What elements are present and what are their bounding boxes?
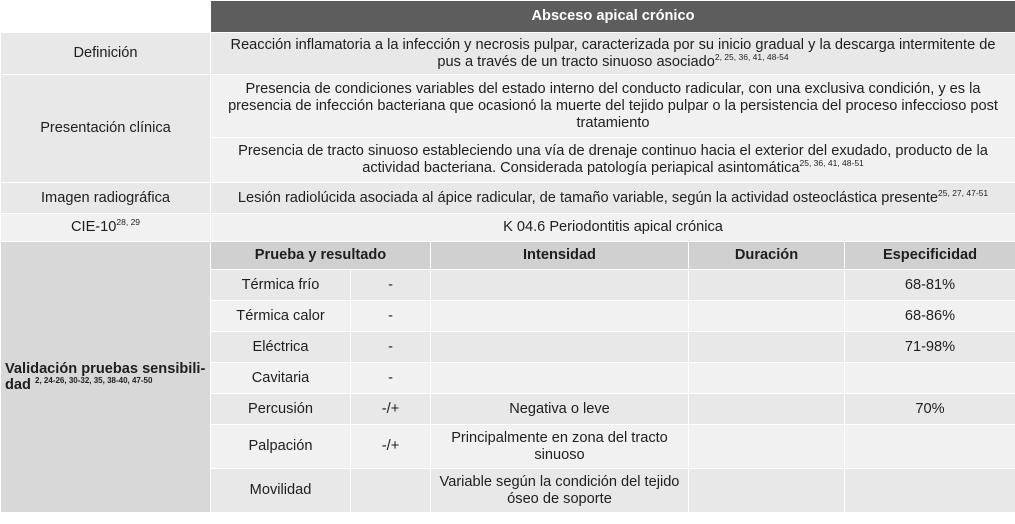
- test-intensidad: Principalmente en zona del tracto sinuoso: [431, 425, 689, 469]
- imagen-refs: 25, 27, 47-51: [938, 187, 989, 198]
- cie-label-refs: 28, 29: [116, 217, 141, 227]
- test-name: Térmica calor: [211, 301, 351, 332]
- validacion-label: Validación pruebas sensibili-dad: [5, 361, 206, 393]
- test-especificidad: 70%: [845, 394, 1015, 425]
- test-intensidad: [431, 332, 689, 363]
- test-name: Movilidad: [211, 469, 351, 513]
- definicion-text: Reacción inflamatoria a la infección y necrosis pulpar, caracterizada por su inicio gradual y la descarga intermitente de pus a través de un tracto sinuoso asociado: [230, 36, 996, 70]
- test-intensidad: [431, 301, 689, 332]
- test-result: -/+: [351, 425, 431, 469]
- test-intensidad: [431, 363, 689, 394]
- imagen-cell: [211, 183, 1015, 214]
- presentacion-refs-2: 25, 36, 41, 48-51: [799, 158, 864, 168]
- test-duracion: [689, 332, 845, 363]
- presentacion-label: Presentación clínica: [1, 75, 211, 183]
- test-especificidad: 71-98%: [845, 332, 1015, 363]
- test-duracion: [689, 363, 845, 394]
- test-especificidad: 68-86%: [845, 301, 1015, 332]
- test-name: Percusión: [211, 394, 351, 425]
- test-result: [351, 469, 431, 513]
- test-result: -: [351, 270, 431, 301]
- imagen-text: Lesión radiolúcida asociada al ápice radicular, de tamaño variable, según la actividad osteoclástica presente: [237, 189, 939, 206]
- test-name: Cavitaria: [211, 363, 351, 394]
- test-duracion: [689, 270, 845, 301]
- header-intensidad: Intensidad: [431, 242, 689, 270]
- test-especificidad: [845, 363, 1015, 394]
- test-intensidad: Negativa o leve: [431, 394, 689, 425]
- imagen-label: Imagen radiográfica: [1, 183, 211, 214]
- cie-label-cell: [1, 214, 211, 242]
- test-name: Palpación: [211, 425, 351, 469]
- test-especificidad: 68-81%: [845, 270, 1015, 301]
- test-duracion: [689, 394, 845, 425]
- test-duracion: [689, 301, 845, 332]
- cie-label: CIE-10: [70, 219, 117, 235]
- header-especificidad: Especificidad: [845, 242, 1015, 270]
- test-especificidad: [845, 425, 1015, 469]
- test-duracion: [689, 469, 845, 513]
- test-especificidad: [845, 469, 1015, 513]
- presentacion-text-1: Presencia de condiciones variables del estado interno del conducto radicular, con una exclusiva condición, y es la presencia de infección bacteriana que ocasionó la muerte del tejido pulpar o la persistencia del proceso infeccioso post tratamiento: [211, 75, 1015, 138]
- header-prueba: Prueba y resultado: [211, 242, 431, 270]
- test-name: Térmica frío: [211, 270, 351, 301]
- definicion-cell: [211, 33, 1015, 75]
- presentacion-text-2: Presencia de tracto sinuoso estableciendo una vía de drenaje continuo hacia el exterior del exudado, producto de la actividad bacteriana. Considerada patología periapical asintomática: [238, 143, 988, 176]
- test-result: -/+: [351, 394, 431, 425]
- cie-text: K 04.6 Periodontitis apical crónica: [211, 214, 1015, 242]
- test-result: -: [351, 301, 431, 332]
- definicion-refs: 2, 25, 36, 41, 48-54: [714, 51, 789, 62]
- test-result: -: [351, 363, 431, 394]
- table-title: Absceso apical crónico: [211, 1, 1015, 33]
- presentacion-cell-2: [211, 138, 1015, 183]
- test-result: -: [351, 332, 431, 363]
- validacion-label-cell: [1, 242, 211, 513]
- definicion-label: Definición: [1, 33, 211, 75]
- corner-cell: [1, 1, 211, 33]
- test-duracion: [689, 425, 845, 469]
- test-intensidad: Variable según la condición del tejido óseo de soporte: [431, 469, 689, 513]
- header-duracion: Duración: [689, 242, 845, 270]
- test-intensidad: [431, 270, 689, 301]
- test-name: Eléctrica: [211, 332, 351, 363]
- validacion-refs: 2, 24-26, 30-32, 35, 38-40, 47-50: [35, 376, 153, 385]
